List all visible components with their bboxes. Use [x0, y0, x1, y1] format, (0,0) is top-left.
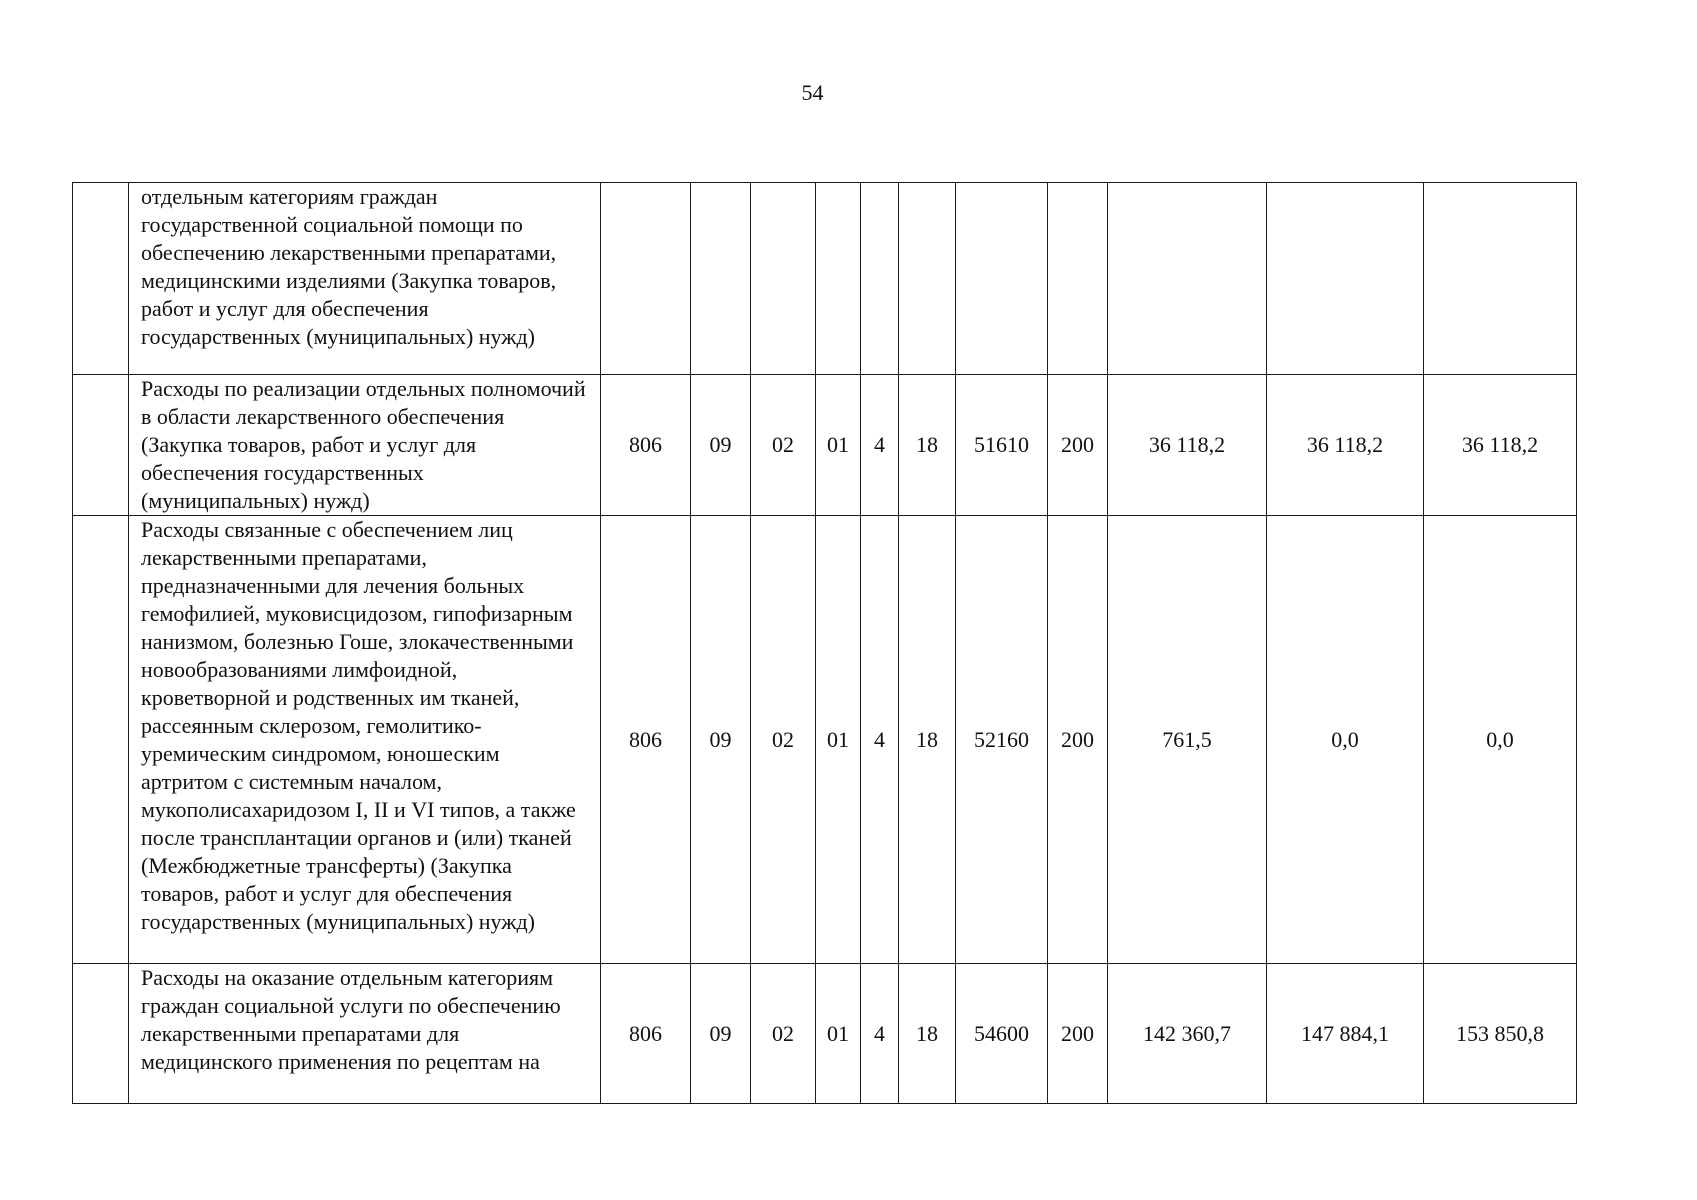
code-cell: 806: [601, 964, 691, 1104]
code-cell: 09: [691, 516, 751, 964]
amount-cell: [1108, 183, 1267, 375]
code-cell: 09: [691, 964, 751, 1104]
code-cell: 01: [816, 375, 861, 516]
row-description: Расходы на оказание отдельным категориям граждан социальной услуги по обеспечению лекарственными препаратами для медицинского применения по рецептам на: [129, 964, 601, 1104]
code-cell: 200: [1048, 516, 1108, 964]
code-cell: [1048, 183, 1108, 375]
amount-cell: 36 118,2: [1108, 375, 1267, 516]
code-cell: 09: [691, 375, 751, 516]
code-cell: [956, 183, 1048, 375]
code-cell: 200: [1048, 964, 1108, 1104]
code-cell: [751, 183, 816, 375]
amount-cell: 142 360,7: [1108, 964, 1267, 1104]
code-cell: 806: [601, 516, 691, 964]
row-index-cell: [73, 964, 129, 1104]
code-cell: 18: [899, 375, 956, 516]
table-row: [73, 375, 1577, 516]
code-cell: 18: [899, 964, 956, 1104]
code-cell: [691, 183, 751, 375]
code-cell: 18: [899, 516, 956, 964]
amount-cell: [1267, 183, 1424, 375]
amount-cell: 36 118,2: [1267, 375, 1424, 516]
code-cell: 4: [861, 516, 899, 964]
code-cell: 01: [816, 516, 861, 964]
code-cell: 02: [751, 516, 816, 964]
row-description: отдельным категориям граждан государственной социальной помощи по обеспечению лекарственными препаратами, медицинскими изделиями (Закупка товаров, работ и услуг для обеспечения государственных (муниципальных) нужд): [129, 183, 601, 375]
amount-cell: 36 118,2: [1424, 375, 1577, 516]
budget-table: [72, 182, 1577, 1104]
code-cell: [601, 183, 691, 375]
code-cell: 51610: [956, 375, 1048, 516]
page-number: 54: [801, 80, 824, 105]
code-cell: 806: [601, 375, 691, 516]
row-description: Расходы по реализации отдельных полномочий в области лекарственного обеспечения (Закупка товаров, работ и услуг для обеспечения государственных (муниципальных) нужд): [129, 375, 601, 516]
code-cell: 4: [861, 964, 899, 1104]
code-cell: [816, 183, 861, 375]
code-cell: 54600: [956, 964, 1048, 1104]
code-cell: 52160: [956, 516, 1048, 964]
code-cell: [899, 183, 956, 375]
amount-cell: 761,5: [1108, 516, 1267, 964]
code-cell: 02: [751, 375, 816, 516]
table-row: [73, 964, 1577, 1104]
amount-cell: 0,0: [1424, 516, 1577, 964]
amount-cell: [1424, 183, 1577, 375]
row-index-cell: [73, 516, 129, 964]
amount-cell: 147 884,1: [1267, 964, 1424, 1104]
table-row: [73, 183, 1577, 375]
code-cell: [861, 183, 899, 375]
row-index-cell: [73, 183, 129, 375]
row-index-cell: [73, 375, 129, 516]
row-description: Расходы связанные с обеспечением лиц лекарственными препаратами, предназначенными для лечения больных гемофилией, муковисцидозом, гипофизарным нанизмом, болезнью Гоше, злокачественными новообразованиями лимфоидной, кроветворной и родственных им тканей, рассеянным склерозом, гемолитико-уремическим синдромом, юношеским артритом с системным началом, мукополисахаридозом I, II и VI типов, а также после трансплантации органов и (или) тканей (Межбюджетные трансферты) (Закупка товаров, работ и услуг для обеспечения государственных (муниципальных) нужд): [129, 516, 601, 964]
table-row: [73, 516, 1577, 964]
amount-cell: 0,0: [1267, 516, 1424, 964]
amount-cell: 153 850,8: [1424, 964, 1577, 1104]
code-cell: 02: [751, 964, 816, 1104]
code-cell: 01: [816, 964, 861, 1104]
code-cell: 4: [861, 375, 899, 516]
code-cell: 200: [1048, 375, 1108, 516]
